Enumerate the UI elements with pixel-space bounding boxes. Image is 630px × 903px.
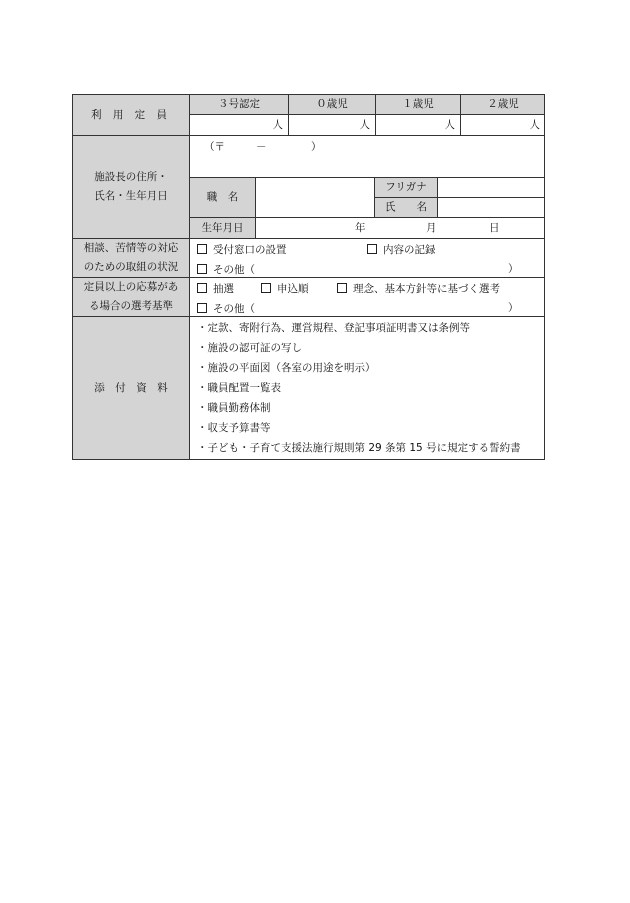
selection-options: [189, 277, 545, 316]
facility-form-table: [72, 94, 545, 460]
capacity-field-age2[interactable]: 人: [460, 114, 545, 135]
furigana-label: フリガナ: [374, 177, 437, 197]
checkbox-icon[interactable]: [337, 283, 347, 293]
title-label: 職 名: [189, 177, 255, 217]
birthdate-field[interactable]: [255, 217, 545, 238]
birth-year: 年: [355, 222, 366, 234]
checkbox-philosophy[interactable]: 理念、基本方針等に基づく選考: [337, 283, 500, 295]
attachment-item: ・施設の認可証の写し: [197, 342, 302, 354]
name-field[interactable]: [437, 197, 545, 217]
table-border-bottom: [72, 459, 545, 460]
attachment-item: ・施設の平面図（各室の用途を明示）: [197, 362, 376, 374]
attachment-item: ・職員配置一覧表: [197, 382, 281, 394]
attachment-item: ・職員勤務体制: [197, 402, 271, 414]
capacity-col-age0: ０歳児: [288, 94, 375, 114]
birth-month: 月: [426, 222, 437, 234]
checkbox-icon[interactable]: [261, 283, 271, 293]
attachment-item: ・定款、寄附行為、運営規程、登記事項証明書又は条例等: [197, 322, 470, 334]
checkbox-application-order[interactable]: 申込順: [261, 283, 309, 295]
birthdate-label: 生年月日: [189, 217, 255, 238]
capacity-field-age0[interactable]: 人: [288, 114, 375, 135]
table-border-right: [544, 94, 545, 460]
checkbox-icon[interactable]: [367, 244, 377, 254]
capacity-field-age1[interactable]: 人: [375, 114, 460, 135]
checkbox-icon[interactable]: [197, 283, 207, 293]
checkbox-reception-desk[interactable]: 受付窓口の設置: [197, 244, 287, 256]
checkbox-selection-other[interactable]: その他（: [197, 303, 255, 315]
attachments-list: [189, 316, 545, 460]
director-address-field[interactable]: [189, 135, 545, 177]
director-label: 施設長の住所・ 氏名・生年月日: [72, 135, 189, 238]
consultation-other-close: ）: [508, 263, 519, 275]
checkbox-lottery[interactable]: 抽選: [197, 283, 234, 295]
postal-close: ）: [311, 141, 322, 153]
consultation-options: [189, 238, 545, 277]
selection-label: 定員以上の応募があ る場合の選考基準: [72, 277, 189, 316]
checkbox-icon[interactable]: [197, 244, 207, 254]
title-field[interactable]: [255, 177, 374, 217]
attachment-item: ・収支予算書等: [197, 422, 271, 434]
capacity-col-age2: ２歳児: [460, 94, 545, 114]
attachments-label: 添 付 資 料: [72, 316, 189, 460]
capacity-col-age1: １歳児: [375, 94, 460, 114]
birth-day: 日: [489, 222, 500, 234]
postal-dash: －: [256, 141, 267, 153]
attachment-item: ・子ども・子育て支援法施行規則第 29 条第 15 号に規定する誓約書: [197, 442, 521, 454]
capacity-col-type3: ３号認定: [189, 94, 288, 114]
checkbox-consultation-other[interactable]: その他（: [197, 264, 255, 276]
capacity-field-type3[interactable]: 人: [189, 114, 288, 135]
checkbox-icon[interactable]: [197, 264, 207, 274]
checkbox-record-content[interactable]: 内容の記録: [367, 244, 436, 256]
name-label: 氏 名: [374, 197, 437, 217]
capacity-label: 利 用 定 員: [72, 94, 189, 135]
furigana-field[interactable]: [437, 177, 545, 197]
consultation-label: 相談、苦情等の対応 のための取組の状況: [72, 238, 189, 277]
postal-open: （〒: [204, 141, 225, 153]
checkbox-icon[interactable]: [197, 303, 207, 313]
selection-other-close: ）: [508, 302, 519, 314]
